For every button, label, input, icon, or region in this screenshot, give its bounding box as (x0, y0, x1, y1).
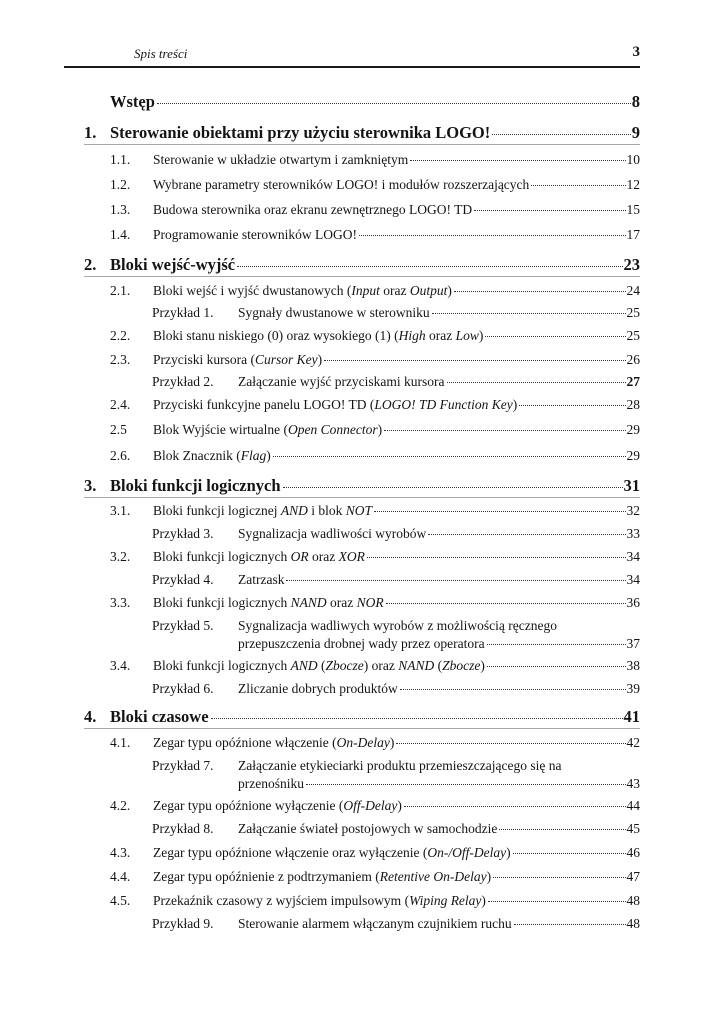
title-part: Bloki funkcji logicznej (153, 503, 281, 518)
example-label: Przykład 5. (152, 618, 214, 633)
chapter-title: Bloki funkcji logicznych (110, 476, 281, 495)
title-term: Wiping Relay (409, 893, 482, 908)
entry-page: 10 (626, 152, 640, 167)
entry-page: 41 (623, 707, 640, 726)
chapter-number: 4. (84, 707, 97, 726)
leader-dots (386, 603, 626, 604)
section-title (153, 283, 452, 299)
entry-page: 8 (631, 92, 640, 111)
entry-page: 36 (626, 595, 640, 610)
leader-dots (286, 580, 625, 581)
example-label: Przykład 6. (152, 681, 214, 696)
chapter-divider (84, 728, 640, 729)
title-term: XOR (338, 549, 365, 564)
title-part: ) (377, 422, 383, 437)
title-term: Low (455, 328, 479, 343)
leader-dots (531, 185, 625, 186)
title-part: Bloki stanu niskiego (0) oraz wysokiego (1) ( (153, 328, 399, 343)
example-label: Przykład 2. (152, 374, 214, 389)
entry-page: 34 (626, 549, 640, 564)
chapter-divider (84, 497, 640, 498)
leader-dots (211, 718, 623, 719)
section-title (153, 397, 517, 413)
leader-dots (487, 666, 626, 667)
title-part: oraz (379, 283, 410, 298)
title-part: Przyciski kursora ( (153, 352, 255, 367)
title-term: OR (290, 549, 309, 564)
entry-page: 29 (626, 422, 640, 437)
section-title: Budowa sterownika oraz ekranu zewnętrznego LOGO! TD (153, 202, 473, 217)
entry-page: 48 (626, 893, 640, 908)
leader-dots (519, 405, 625, 406)
title-part: Przekaźnik czasowy z wyjściem impulsowym ( (153, 893, 410, 908)
section-number: 3.4. (110, 658, 131, 673)
title-part: ) (512, 397, 518, 412)
section-number: 2.2. (110, 328, 131, 343)
section-title (153, 658, 485, 674)
title-part: Zegar typu opóźnione wyłączenie ( (153, 798, 344, 813)
title-part: oraz (425, 328, 456, 343)
title-term: NAND (398, 658, 435, 673)
entry-page: 39 (626, 681, 640, 696)
entry-page: 45 (626, 821, 640, 836)
section-title (153, 328, 483, 344)
title-part: Bloki funkcji logicznych (153, 549, 291, 564)
title-part: ) (506, 845, 511, 860)
leader-dots (487, 644, 626, 645)
section-title (153, 869, 491, 885)
example-title: Sterowanie alarmem włączanym czujnikiem ruchu (238, 916, 512, 931)
section-number: 1.2. (110, 177, 131, 192)
chapter-number: 1. (84, 123, 97, 142)
title-part: ) (447, 283, 452, 298)
entry-page: 34 (626, 572, 640, 587)
title-part: ( (434, 658, 443, 673)
example-title: Załączanie wyjść przyciskami kursora (238, 374, 445, 389)
title-term: On-/Off-Delay (427, 845, 507, 860)
leader-dots (374, 511, 625, 512)
entry-page: 23 (623, 255, 640, 274)
title-term: High (398, 328, 426, 343)
entry-page: 31 (623, 476, 640, 495)
example-title-line-2: przepuszczenia drobnej wady przez operatora (238, 636, 485, 651)
title-part: ( (317, 658, 326, 673)
entry-page: 26 (626, 352, 640, 367)
entry-page: 33 (626, 526, 640, 541)
leader-dots (237, 266, 622, 267)
leader-dots (432, 313, 626, 314)
chapter-number: 2. (84, 255, 97, 274)
title-term: Open Connector (288, 422, 378, 437)
chapter-title: Bloki czasowe (110, 707, 209, 726)
section-title: Sterowanie w układzie otwartym i zamkniętym (153, 152, 409, 167)
page-number: 3 (632, 44, 640, 60)
leader-dots (273, 456, 626, 457)
entry-page: 25 (626, 328, 640, 343)
entry-page: 9 (631, 123, 640, 142)
entry-page: 12 (626, 177, 640, 192)
section-title (153, 352, 322, 368)
leader-dots (367, 557, 626, 558)
leader-dots (306, 784, 626, 785)
title-part: ) (478, 328, 484, 343)
section-number: 4.2. (110, 798, 131, 813)
example-title: Sygnalizacja wadliwości wyrobów (238, 526, 427, 541)
entry-page: 43 (626, 776, 640, 791)
title-term: Cursor Key (254, 352, 318, 367)
chapter-divider (84, 144, 640, 145)
leader-dots (499, 829, 625, 830)
section-number: 2.6. (110, 448, 131, 463)
section-title (153, 595, 384, 611)
section-number: 2.5 (110, 422, 127, 437)
example-title-line-1: Sygnalizacja wadliwych wyrobów z możliwością ręcznego (238, 618, 558, 633)
title-term: AND (280, 503, 308, 518)
example-label: Przykład 1. (152, 305, 214, 320)
title-term: Off-Delay (343, 798, 398, 813)
example-title: Załączanie świateł postojowych w samochodzie (238, 821, 498, 836)
title-term: Zbocze (325, 658, 364, 673)
section-title: Wybrane parametry sterowników LOGO! i modułów rozszerzających (153, 177, 530, 192)
example-label: Przykład 7. (152, 758, 214, 773)
title-part: ) oraz (363, 658, 399, 673)
title-part: ) (266, 448, 271, 463)
leader-dots (514, 924, 626, 925)
section-number: 2.4. (110, 397, 131, 412)
example-title: Zliczanie dobrych produktów (238, 681, 398, 696)
section-number: 2.3. (110, 352, 131, 367)
title-part: Zegar typu opóźnione włączenie oraz wyłączenie ( (153, 845, 428, 860)
title-term: Zbocze (442, 658, 481, 673)
chapter-title: Bloki wejść-wyjść (110, 255, 236, 274)
section-number: 2.1. (110, 283, 131, 298)
leader-dots (513, 853, 626, 854)
title-term: Flag (240, 448, 267, 463)
section-title (153, 893, 486, 909)
title-part: ) (389, 735, 395, 750)
example-title-line-1: Załączanie etykieciarki produktu przemieszczającego się na (238, 758, 562, 773)
leader-dots (474, 210, 625, 211)
section-title (153, 549, 365, 565)
entry-page: 47 (626, 869, 640, 884)
section-title (153, 735, 394, 751)
entry-page: 38 (626, 658, 640, 673)
entry-page: 29 (626, 448, 640, 463)
example-title: Zatrzask (238, 572, 285, 587)
section-number: 4.3. (110, 845, 131, 860)
section-number: 3.1. (110, 503, 131, 518)
entry-page: 37 (626, 636, 640, 651)
example-label: Przykład 3. (152, 526, 214, 541)
title-part: ) (480, 658, 485, 673)
title-term: NOR (356, 595, 384, 610)
section-title (153, 798, 402, 814)
leader-dots (359, 235, 626, 236)
chapter-title: Sterowanie obiektami przy użyciu sterownika LOGO! (110, 123, 491, 142)
leader-dots (283, 487, 623, 488)
example-title-line-2: przenośniku (238, 776, 304, 791)
title-term: Output (409, 283, 448, 298)
section-number: 1.3. (110, 202, 131, 217)
leader-dots (485, 336, 625, 337)
section-number: 1.1. (110, 152, 131, 167)
header-rule (64, 66, 640, 68)
leader-dots (447, 382, 626, 383)
entry-page: 17 (626, 227, 640, 242)
section-title: Programowanie sterowników LOGO! (153, 227, 357, 242)
title-term: LOGO! TD Function Key (374, 397, 513, 412)
entry-page: 27 (626, 374, 640, 389)
title-part: ) (486, 869, 492, 884)
section-number: 3.3. (110, 595, 131, 610)
leader-dots (157, 103, 631, 104)
section-number: 4.1. (110, 735, 131, 750)
example-label: Przykład 4. (152, 572, 214, 587)
title-part: Bloki funkcji logicznych (153, 658, 291, 673)
title-term: Input (351, 283, 380, 298)
chapter-number: 3. (84, 476, 97, 495)
title-part: Blok Znacznik ( (153, 448, 241, 463)
title-part: Zegar typu opóźnienie z podtrzymaniem ( (153, 869, 380, 884)
entry-page: 28 (626, 397, 640, 412)
title-term: Retentive On-Delay (379, 869, 487, 884)
leader-dots (324, 360, 625, 361)
title-term: On-Delay (336, 735, 390, 750)
title-part: Bloki funkcji logicznych (153, 595, 291, 610)
entry-page: 42 (626, 735, 640, 750)
leader-dots (400, 689, 626, 690)
entry-page: 46 (626, 845, 640, 860)
title-part: ) (317, 352, 323, 367)
entry-page: 25 (626, 305, 640, 320)
title-part: Blok Wyjście wirtualne ( (153, 422, 289, 437)
leader-dots (410, 160, 625, 161)
title-part: oraz (326, 595, 357, 610)
leader-dots (384, 430, 625, 431)
entry-page: 24 (626, 283, 640, 298)
leader-dots (492, 134, 630, 135)
title-part: Zegar typu opóźnione włączenie ( (153, 735, 337, 750)
entry-page: 48 (626, 916, 640, 931)
title-term: NAND (290, 595, 327, 610)
example-title: Sygnały dwustanowe w sterowniku (238, 305, 430, 320)
leader-dots (396, 743, 625, 744)
title-term: NOT (345, 503, 373, 518)
section-title (153, 503, 372, 519)
title-part: ) (481, 893, 486, 908)
title-part: Bloki wejść i wyjść dwustanowych ( (153, 283, 352, 298)
title-part: Przyciski funkcyjne panelu LOGO! TD ( (153, 397, 375, 412)
leader-dots (488, 901, 626, 902)
leader-dots (454, 291, 626, 292)
section-title (153, 845, 511, 861)
title-part: oraz (308, 549, 339, 564)
leader-dots (404, 806, 626, 807)
entry-page: 32 (626, 503, 640, 518)
entry-page: 15 (626, 202, 640, 217)
section-number: 3.2. (110, 549, 131, 564)
title-part: i blok (307, 503, 346, 518)
title-part: ) (397, 798, 402, 813)
chapter-divider (84, 276, 640, 277)
section-title (153, 448, 271, 464)
section-title (153, 422, 382, 438)
entry-page: 44 (626, 798, 640, 813)
example-label: Przykład 9. (152, 916, 214, 931)
section-number: 4.5. (110, 893, 131, 908)
leader-dots (493, 877, 625, 878)
leader-dots (428, 534, 625, 535)
section-number: 1.4. (110, 227, 131, 242)
entry-title: Wstęp (110, 92, 155, 111)
title-term: AND (290, 658, 318, 673)
section-number: 4.4. (110, 869, 131, 884)
example-label: Przykład 8. (152, 821, 214, 836)
running-header-title: Spis treści (134, 46, 188, 61)
